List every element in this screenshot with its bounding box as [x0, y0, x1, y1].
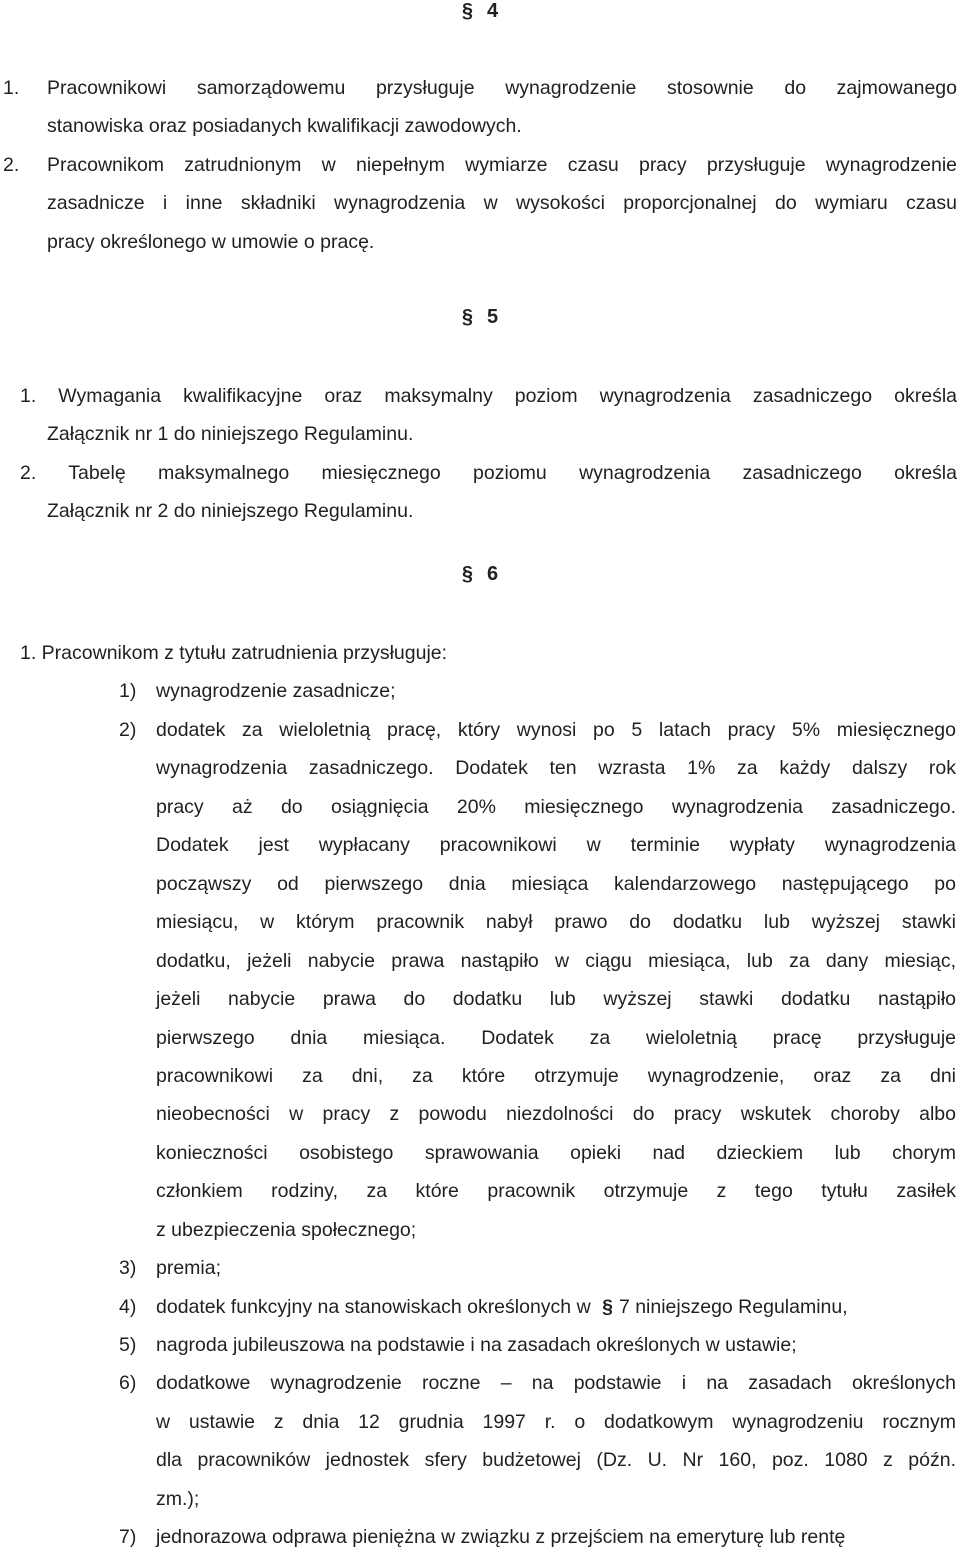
list-item-line: pracownikowi za dni, za które otrzymuje wynagrodzenie, oraz za dni [156, 1065, 956, 1087]
list-item-line: począwszy od pierwszego dnia miesiąca kalendarzowego następującego po [156, 873, 956, 895]
list-number: 3) [119, 1257, 137, 1279]
list-number: 7) [119, 1526, 137, 1548]
list-item-line: jeżeli nabycie prawa do dodatku lub wyższej stawki dodatku nastąpiło [156, 988, 956, 1010]
list-item-line: jednorazowa odprawa pieniężna w związku z przejściem na emeryturę lub rentę [156, 1526, 846, 1548]
list-number: 2) [119, 719, 137, 741]
list-item-line: miesiącu, w którym pracownik nabył prawo do dodatku lub wyższej stawki [156, 911, 956, 933]
list-item-line: dodatku, jeżeli nabycie prawa nastąpiło w ciągu miesiąca, lub za dany miesiąc, [156, 950, 956, 972]
paragraph-number: 2. [3, 154, 20, 176]
paragraph-line: Pracownikowi samorządowemu przysługuje wynagrodzenie stosownie do zajmowanego [47, 77, 957, 99]
list-item-line: zm.); [156, 1488, 200, 1510]
list-item-line: Dodatek jest wypłacany pracownikowi w terminie wypłaty wynagrodzenia [156, 834, 956, 856]
list-item-line: konieczności osobistego sprawowania opieki nad dzieckiem lub chorym [156, 1142, 956, 1164]
list-item-line: dodatek funkcyjny na stanowiskach określonych w § 7 niniejszego Regulaminu, [156, 1296, 848, 1318]
list-item-line: dodatkowe wynagrodzenie roczne – na podstawie i na zasadach określonych [156, 1372, 956, 1394]
list-item-line: pracy aż do osiągnięcia 20% miesięcznego wynagrodzenia zasadniczego. [156, 796, 956, 818]
paragraph-line: Załącznik nr 2 do niniejszego Regulaminu. [47, 500, 414, 522]
section-heading-6: § 6 [461, 563, 499, 585]
list-item-line: dodatek za wieloletnią pracę, który wynosi po 5 latach pracy 5% miesięcznego [156, 719, 956, 741]
list-item-line: pierwszego dnia miesiąca. Dodatek za wieloletnią pracę przysługuje [156, 1027, 956, 1049]
list-item-line: wynagrodzenie zasadnicze; [156, 680, 396, 702]
paragraph-line: 1. Pracownikom z tytułu zatrudnienia przysługuje: [20, 642, 448, 664]
list-number: 4) [119, 1296, 137, 1318]
list-item-line: premia; [156, 1257, 222, 1279]
list-item-line: w ustawie z dnia 12 grudnia 1997 r. o dodatkowym wynagrodzeniu rocznym [156, 1411, 956, 1433]
paragraph-line: Pracownikom zatrudnionym w niepełnym wymiarze czasu pracy przysługuje wynagrodzenie [47, 154, 957, 176]
list-item-line: członkiem rodziny, za które pracownik otrzymuje z tego tytułu zasiłek [156, 1180, 956, 1202]
paragraph-line: 2. Tabelę maksymalnego miesięcznego poziomu wynagrodzenia zasadniczego określa [20, 462, 957, 484]
paragraph-number: 1. [3, 77, 20, 99]
list-item-line: wynagrodzenia zasadniczego. Dodatek ten wzrasta 1% za każdy dalszy rok [156, 757, 956, 779]
section-symbol: § [461, 0, 473, 22]
paragraph-line: stanowiska oraz posiadanych kwalifikacji zawodowych. [47, 115, 522, 137]
paragraph-line: pracy określonego w umowie o pracę. [47, 231, 375, 253]
list-item-line: z ubezpieczenia społecznego; [156, 1219, 417, 1241]
list-number: 1) [119, 680, 137, 702]
list-number: 6) [119, 1372, 137, 1394]
paragraph-line: Załącznik nr 1 do niniejszego Regulaminu. [47, 423, 414, 445]
paragraph-line: zasadnicze i inne składniki wynagrodzenia w wysokości proporcjonalnej do wymiaru czasu [47, 192, 957, 214]
list-item-line: dla pracowników jednostek sfery budżetowej (Dz. U. Nr 160, poz. 1080 z późn. [156, 1449, 956, 1471]
section-heading-5: § 5 [461, 306, 499, 328]
section-symbol: § [602, 1296, 613, 1318]
paragraph-line: 1. Wymagania kwalifikacyjne oraz maksymalny poziom wynagrodzenia zasadniczego określa [20, 385, 957, 407]
list-item-line: nagroda jubileuszowa na podstawie i na zasadach określonych w ustawie; [156, 1334, 797, 1356]
section-heading-4: § 4 [461, 0, 499, 22]
list-item-line: nieobecności w pracy z powodu niezdolności do pracy wskutek choroby albo [156, 1103, 956, 1125]
list-number: 5) [119, 1334, 137, 1356]
